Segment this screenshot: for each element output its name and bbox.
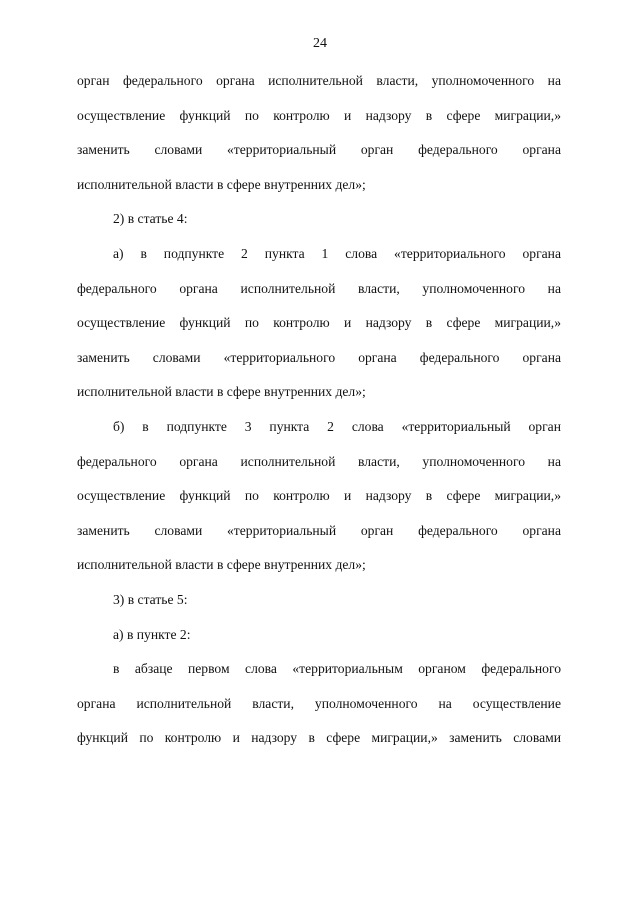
text-line: орган федерального органа исполнительной власти, уполномоченного на — [77, 73, 561, 88]
text-line: федерального органа исполнительной власти, уполномоченного на — [77, 453, 561, 469]
text-line: исполнительной власти в сфере внутренних дел»; — [77, 557, 366, 573]
text-line: в абзаце первом слова «территориальным органом федерального — [113, 661, 561, 677]
text-line: функций по контролю и надзору в сфере миграции,» заменить словами — [77, 730, 561, 746]
text-line: осуществление функций по контролю и надзору в сфере миграции,» — [77, 315, 561, 331]
text-line: органа исполнительной власти, уполномоченного на осуществление — [77, 695, 561, 711]
text-line: осуществление функций по контролю и надзору в сфере миграции,» — [77, 488, 561, 504]
text-line: федерального органа исполнительной власти, уполномоченного на — [77, 280, 561, 296]
text-line: 2) в статье 4: — [113, 211, 188, 227]
page-number: 24 — [313, 36, 327, 51]
text-line: а) в подпункте 2 пункта 1 слова «территориального органа — [113, 245, 561, 261]
text-line: б) в подпункте 3 пункта 2 слова «территориальный орган — [113, 418, 561, 434]
text-line: исполнительной власти в сфере внутренних дел»; — [77, 176, 366, 192]
document-body — [77, 71, 561, 763]
text-line: а) в пункте 2: — [113, 626, 191, 642]
text-line: заменить словами «территориального органа федерального органа — [77, 349, 561, 365]
text-line: осуществление функций по контролю и надзору в сфере миграции,» — [77, 107, 561, 123]
text-line: 3) в статье 5: — [113, 591, 188, 607]
text-line: исполнительной власти в сфере внутренних дел»; — [77, 384, 366, 400]
text-line: заменить словами «территориальный орган федерального органа — [77, 522, 561, 538]
text-line: заменить словами «территориальный орган федерального органа — [77, 142, 561, 158]
